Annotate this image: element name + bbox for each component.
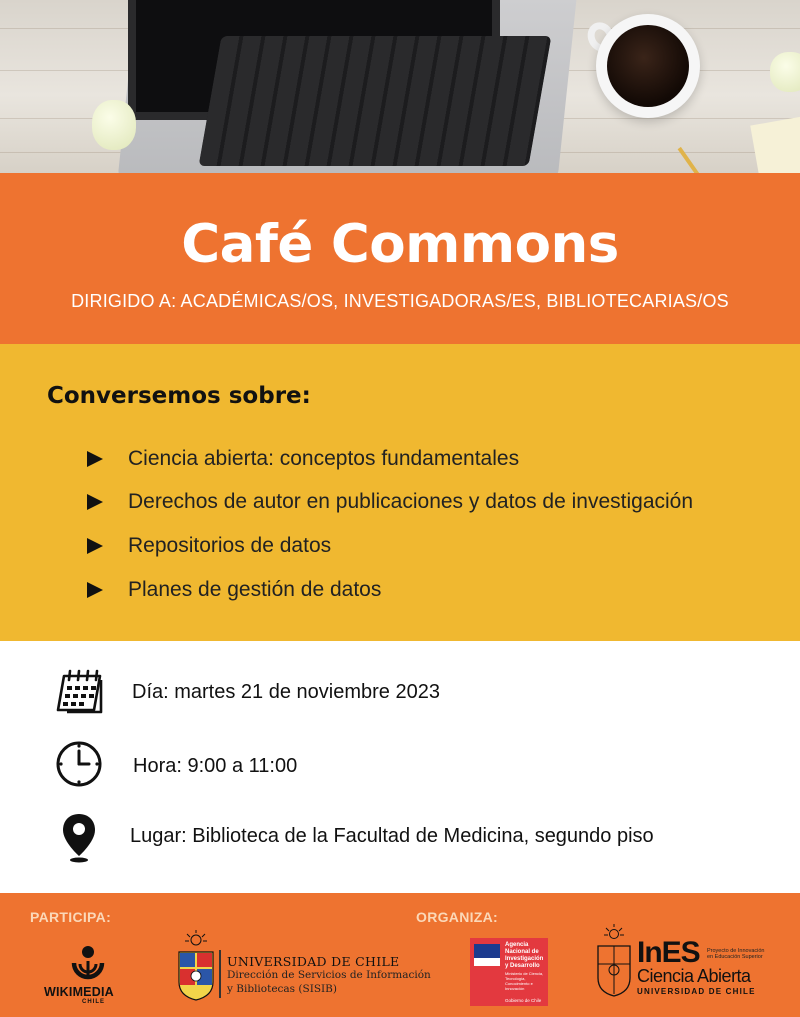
detail-time (0, 738, 800, 794)
uchile-divider (219, 950, 221, 998)
pencil (678, 147, 701, 173)
anid-title: Agencia Nacional de Investigación y Desarrollo (505, 942, 544, 969)
wikimedia-logo-icon (68, 943, 108, 983)
hero-photo (0, 0, 800, 173)
day-text: Día: martes 21 de noviembre 2023 (132, 681, 440, 703)
topic-item (87, 576, 382, 604)
title-band (0, 173, 800, 344)
ines-university: UNIVERSIDAD DE CHILE (637, 987, 756, 996)
audience-subtitle: DIRIGIDO A: ACADÉMICAS/OS, INVESTIGADORAS/ES, BIBLIOTECARIAS/OS (71, 291, 729, 311)
uchile-desc-line1: Dirección de Servicios de Información (227, 969, 431, 981)
anid-ministry: Ministerio de Ciencia, Tecnología, Conocimiento e Innovación (505, 971, 544, 991)
paper-ball (92, 100, 136, 150)
anid-logo (470, 938, 548, 1006)
wikimedia-name: WIKIMEDIA (44, 985, 114, 999)
participa-label: PARTICIPA: (30, 909, 112, 925)
bullet-triangle-icon (87, 494, 103, 510)
topic-text: Repositorios de datos (128, 534, 332, 557)
bullet-triangle-icon (87, 538, 103, 554)
topic-item (87, 445, 520, 473)
calendar-icon (54, 666, 104, 716)
bullet-triangle-icon (87, 451, 103, 467)
location-pin-icon (61, 812, 97, 864)
topic-item (87, 532, 332, 560)
uchile-name: UNIVERSIDAD DE CHILE (227, 954, 400, 969)
event-title: Café Commons (181, 214, 619, 275)
coffee-cup (596, 14, 700, 118)
ines-project: Proyecto de Innovación en Educación Superior (707, 948, 765, 960)
detail-day (0, 664, 800, 720)
place-text: Lugar: Biblioteca de la Facultad de Medicina, segundo piso (130, 825, 654, 847)
notepad (750, 115, 800, 173)
clock-icon (55, 740, 103, 788)
wikimedia-sub: CHILE (82, 999, 105, 1005)
topics-band (0, 344, 800, 641)
topic-text: Planes de gestión de datos (128, 578, 382, 601)
ines-name: Ciencia Abierta (637, 966, 751, 986)
topic-item (87, 488, 694, 516)
topic-text: Derechos de autor en publicaciones y datos de investigación (128, 490, 694, 513)
chile-flag-icon (474, 944, 500, 966)
organiza-label: ORGANIZA: (416, 909, 499, 925)
bullet-triangle-icon (87, 582, 103, 598)
uchile-crest-icon (176, 930, 216, 1002)
ines-crest-icon (596, 924, 632, 998)
anid-gov: Gobierno de Chile (505, 998, 542, 1003)
ines-acronym: InES (637, 936, 700, 969)
detail-place (0, 810, 800, 866)
topic-text: Ciencia abierta: conceptos fundamentales (128, 447, 520, 470)
topics-heading: Conversemos sobre: (47, 383, 311, 409)
paper-ball (770, 52, 800, 92)
time-text: Hora: 9:00 a 11:00 (133, 755, 298, 777)
laptop-keyboard (199, 36, 552, 166)
uchile-desc-line2: y Bibliotecas (SISIB) (227, 983, 337, 995)
